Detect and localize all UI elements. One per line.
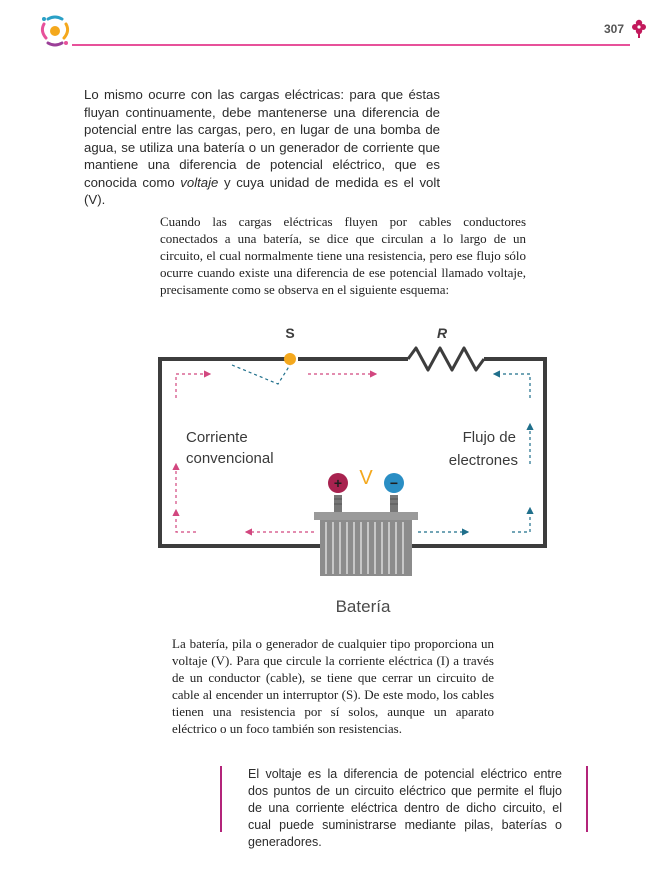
- voltage-label: V: [359, 467, 373, 489]
- flower-icon: [630, 18, 648, 38]
- battery-caption: Batería: [335, 597, 391, 616]
- note-text: El voltaje es la diferencia de potencial eléctrico entre dos puntos de un circuito eléctrico que permite el flujo de una corriente eléctrica dentro de dicho circuito, el cual puede suministrarse mediante pilas, baterías o generadores.: [248, 767, 562, 849]
- circuit-intro-paragraph: Cuando las cargas eléctricas fluyen por cables conductores conectados a una batería, se dice que circulan a lo largo de un circuito, el cual normalmente tiene una resistencia, pero ese flujo sólo ocurre cuando existe una diferencia de ese potencial llamado voltaje, precisamente como se observa en el siguiente esquema:: [160, 214, 526, 297]
- electron-flow-label-line2: electrones: [448, 452, 518, 469]
- battery-icon: [314, 495, 418, 576]
- negative-symbol: −: [389, 475, 399, 491]
- paragraph-text: Lo mismo ocurre con las cargas eléctricas: para que éstas fluyan continuamente, debe mantenerse una diferencia de potencial entre las cargas, pero, en lugar de una bomba de agua, se utiliza una batería o un generador de corriente que mantiene una diferencia de potencial eléctrico, que es conocida como: [84, 87, 440, 190]
- page-number: 307: [604, 22, 625, 36]
- resistor-label: R: [436, 325, 448, 341]
- conventional-current-label-line2: convencional: [186, 450, 274, 467]
- circuit-diagram: [150, 318, 560, 624]
- header-rule: [72, 44, 630, 46]
- battery-explanation-paragraph: La batería, pila o generador de cualquier tipo proporciona un voltaje (V). Para que circule la corriente eléctrica (I) a través de un conductor (cable), se tiene que cerrar un circuito de cable al encender un interruptor (S). De este modo, los cables tienen una resistencia por sí solos, aunque un aparato eléctrico o un foco también son resistencias.: [172, 636, 494, 736]
- note-left-bar: [220, 766, 222, 832]
- conventional-current-label-line1: Corriente: [186, 429, 248, 446]
- intro-paragraph-voltage: [84, 86, 440, 209]
- electron-flow-label-line1: Flujo de: [462, 429, 516, 446]
- switch-label: S: [285, 325, 295, 341]
- note-right-bar: [586, 766, 588, 832]
- positive-symbol: +: [333, 475, 343, 491]
- paragraph-text: y cuya unidad de medida es el volt (V).: [84, 174, 440, 207]
- italic-term-voltaje: voltaje: [180, 174, 219, 190]
- switch-open-lever: [232, 365, 290, 384]
- book-logo-icon: [38, 14, 72, 48]
- switch-pivot-dot: [284, 353, 296, 365]
- voltage-definition-note: [220, 766, 588, 849]
- resistor-symbol: [408, 348, 484, 370]
